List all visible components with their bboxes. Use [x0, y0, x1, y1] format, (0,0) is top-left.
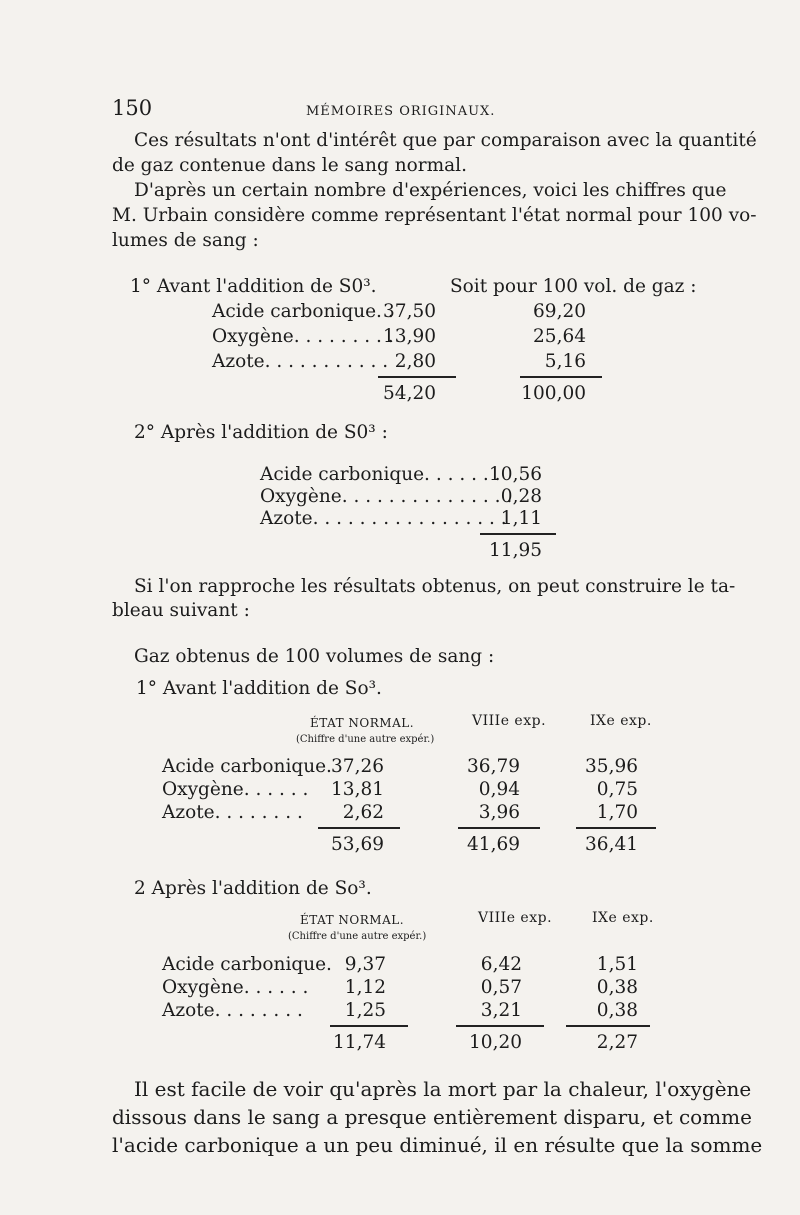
col-subheader: (Chiffre d'une autre expér.)	[296, 734, 435, 745]
text-line: dissous dans le sang a presque entièrement disparu, et comme	[112, 1105, 752, 1129]
total-value: 11,74	[333, 1032, 386, 1053]
total-rule	[480, 533, 556, 535]
row-value: 1,25	[344, 1000, 386, 1021]
row-label: Acide carbonique. . . . . . .	[260, 464, 501, 485]
running-title: MÉMOIRES ORIGINAUX.	[306, 104, 496, 119]
text-line: bleau suivant :	[112, 600, 250, 621]
text-line: Si l'on rapproche les résultats obtenus, on peut construire le ta-	[134, 576, 736, 597]
col-header: IXe exp.	[590, 713, 652, 729]
row-value: 2,80	[394, 351, 436, 372]
total-value: 54,20	[383, 383, 436, 404]
row-value: 10,56	[489, 464, 542, 485]
row-value: 1,51	[596, 954, 638, 975]
total-rule	[456, 1025, 544, 1027]
row-label: Oxygène. . . . . .	[162, 779, 309, 800]
text-line: lumes de sang :	[112, 230, 259, 251]
row-value: 3,21	[480, 1000, 522, 1021]
table-heading: 1° Avant l'addition de S0³.	[130, 276, 377, 297]
row-percent: 69,20	[533, 301, 586, 322]
row-label: Oxygène. . . . . . . . . . . . . . .	[260, 486, 513, 507]
row-value: 9,37	[344, 954, 386, 975]
row-value: 36,79	[467, 756, 520, 777]
row-label: Acide carbonique. .	[212, 301, 394, 322]
text-line: M. Urbain considère comme représentant l'état normal pour 100 vo-	[112, 205, 757, 226]
col-subheader: (Chiffre d'une autre expér.)	[288, 931, 427, 942]
total-value: 11,95	[489, 540, 542, 561]
total-rule	[458, 827, 540, 829]
total-value: 36,41	[585, 834, 638, 855]
row-label: Azote. . . . . . . . . . .	[212, 351, 389, 372]
row-percent: 25,64	[533, 326, 586, 347]
row-value: 2,62	[342, 802, 384, 823]
total-value: 2,27	[596, 1032, 638, 1053]
row-value: 37,26	[331, 756, 384, 777]
row-label: Azote. . . . . . . .	[162, 1000, 303, 1021]
row-value: 13,81	[331, 779, 384, 800]
row-value: 0,57	[480, 977, 522, 998]
text-line: l'acide carbonique a un peu diminué, il en résulte que la somme	[112, 1133, 763, 1157]
row-value: 35,96	[585, 756, 638, 777]
row-label: Oxygène. . . . . . . . .	[212, 326, 394, 347]
row-value: 1,70	[596, 802, 638, 823]
total-value: 41,69	[467, 834, 520, 855]
total-rule	[318, 827, 400, 829]
table-heading: 2° Après l'addition de S0³ :	[134, 422, 388, 443]
total-rule	[576, 827, 656, 829]
row-label: Oxygène. . . . . .	[162, 977, 309, 998]
row-label: Azote. . . . . . . .	[162, 802, 303, 823]
text-line: Il est facile de voir qu'après la mort par la chaleur, l'oxygène	[134, 1077, 752, 1101]
row-label: Acide carbonique.	[162, 756, 332, 777]
row-percent: 5,16	[544, 351, 586, 372]
text-line: de gaz contenue dans le sang normal.	[112, 155, 467, 176]
total-rule	[566, 1025, 650, 1027]
text-line: Ces résultats n'ont d'intérêt que par comparaison avec la quantité	[134, 130, 757, 151]
row-value: 0,28	[500, 486, 542, 507]
row-value: 0,75	[596, 779, 638, 800]
row-value: 0,38	[596, 977, 638, 998]
row-value: 37,50	[383, 301, 436, 322]
col-header: ÉTAT NORMAL.	[300, 913, 405, 927]
row-value: 1,12	[344, 977, 386, 998]
row-value: 0,94	[478, 779, 520, 800]
col-header: VIIIe exp.	[478, 910, 553, 926]
section-heading: Gaz obtenus de 100 volumes de sang :	[134, 646, 495, 667]
row-value: 3,96	[478, 802, 520, 823]
total-rule	[378, 376, 456, 378]
total-rule	[330, 1025, 408, 1027]
row-label: Acide carbonique.	[162, 954, 332, 975]
row-label: Azote. . . . . . . . . . . . . . . . .	[260, 508, 507, 529]
col-header: VIIIe exp.	[472, 713, 547, 729]
total-value: 10,20	[469, 1032, 522, 1053]
total-percent: 100,00	[521, 383, 586, 404]
col-header: ÉTAT NORMAL.	[310, 716, 415, 730]
page-number: 150	[112, 96, 153, 120]
col-header: IXe exp.	[592, 910, 654, 926]
row-value: 0,38	[596, 1000, 638, 1021]
row-value: 13,90	[383, 326, 436, 347]
table-heading-right: Soit pour 100 vol. de gaz :	[450, 276, 697, 297]
row-value: 1,11	[500, 508, 542, 529]
row-value: 6,42	[480, 954, 522, 975]
text-line: D'après un certain nombre d'expériences, voici les chiffres que	[134, 180, 727, 201]
table-heading: 1° Avant l'addition de So³.	[136, 678, 382, 699]
total-rule	[520, 376, 602, 378]
total-value: 53,69	[331, 834, 384, 855]
table-heading: 2 Après l'addition de So³.	[134, 878, 372, 899]
